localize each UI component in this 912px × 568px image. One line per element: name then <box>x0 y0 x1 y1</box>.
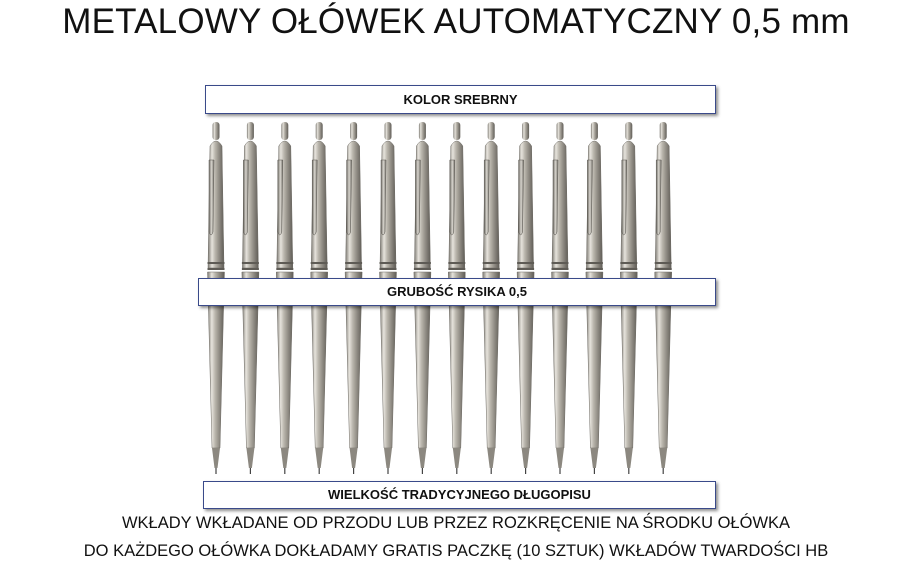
lead-thickness-label: GRUBOŚĆ RYSIKA 0,5 <box>198 278 716 306</box>
size-label: WIELKOŚĆ TRADYCYJNEGO DŁUGOPISU <box>203 481 716 509</box>
free-refills-info-text: DO KAŻDEGO OŁÓWKA DOKŁADAMY GRATIS PACZKĘ (10 SZTUK) WKŁADÓW TWARDOŚCI HB <box>83 542 829 560</box>
color-label: KOLOR SREBRNY <box>205 85 716 114</box>
page-title: METALOWY OŁÓWEK AUTOMATYCZNY 0,5 mm <box>62 2 850 41</box>
refill-info-text: WKŁADY WKŁADANE OD PRZODU LUB PRZEZ ROZKRĘCENIE NA ŚRODKU OŁÓWKA <box>121 514 791 532</box>
